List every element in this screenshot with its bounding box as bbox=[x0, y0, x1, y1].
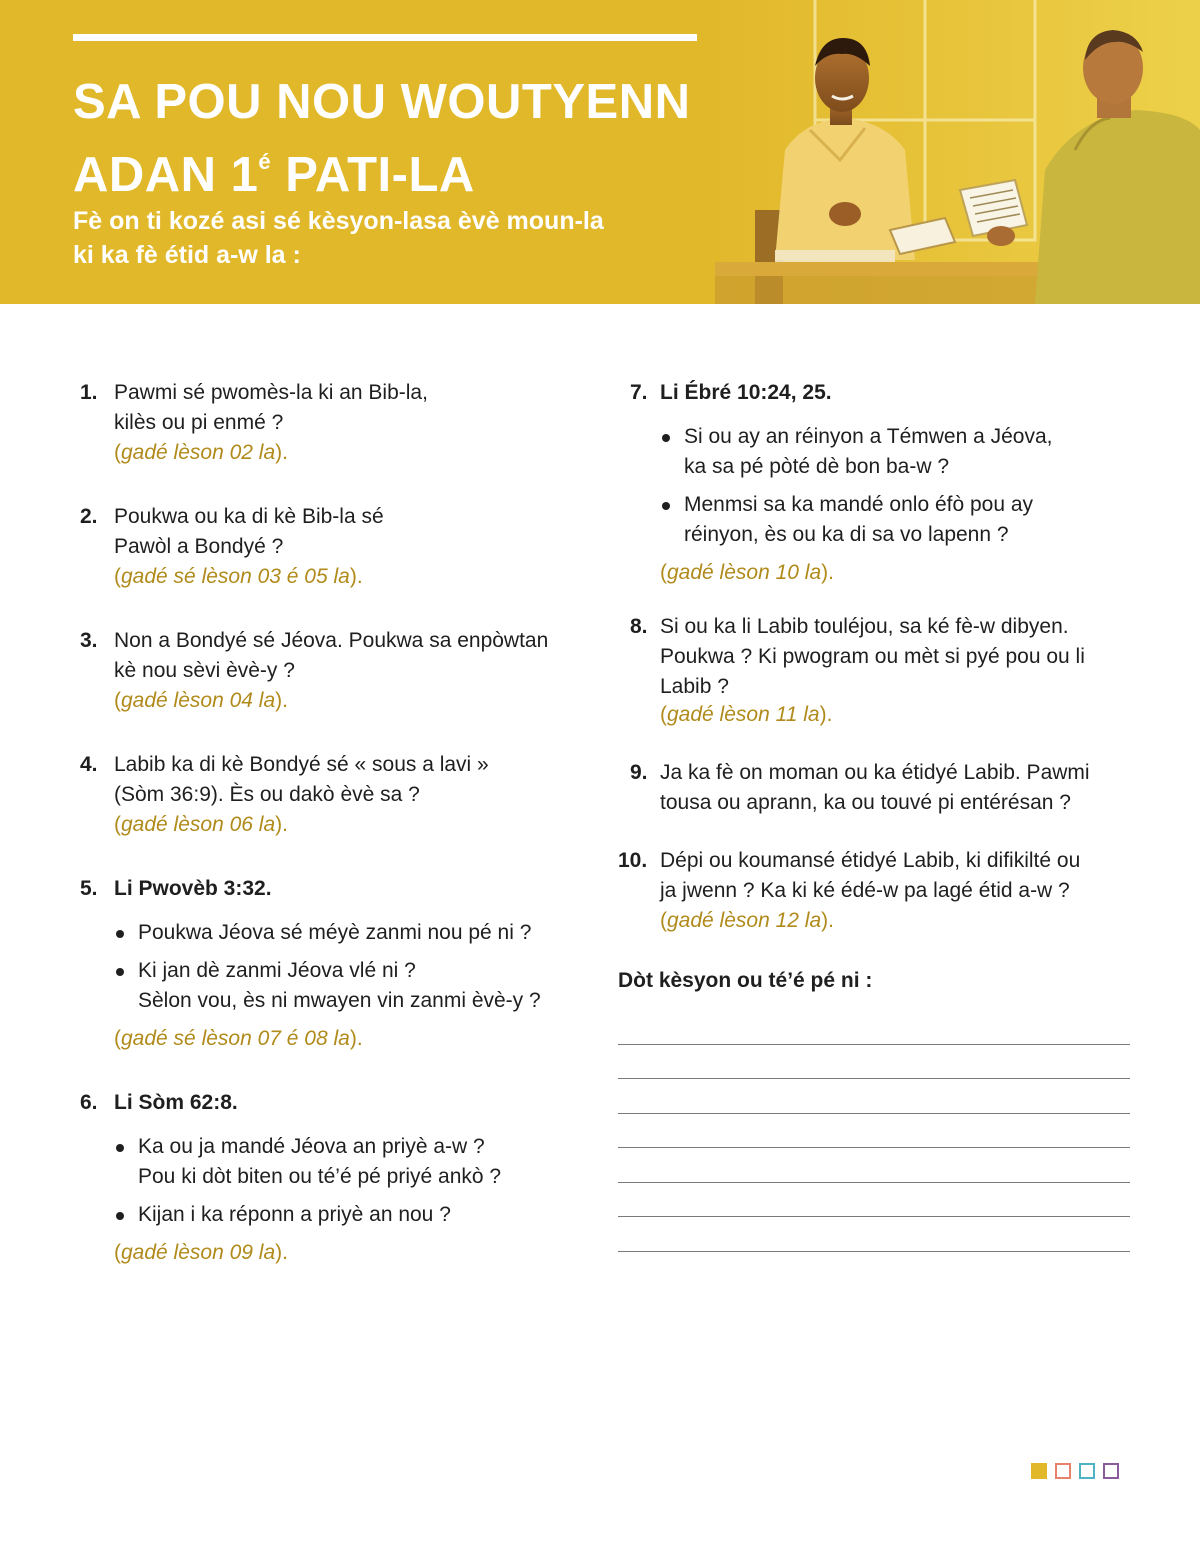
ref-paren: ( bbox=[114, 441, 121, 464]
bullet-list bbox=[660, 422, 1138, 550]
question-1 bbox=[80, 378, 600, 468]
bullet-text: Kijan i ka réponn a priyè an nou ? bbox=[138, 1203, 451, 1226]
ref-text: gadé lèson 06 la bbox=[121, 813, 276, 836]
bullet-list bbox=[114, 1132, 600, 1230]
ref-paren: ( bbox=[660, 561, 667, 584]
lesson-reference bbox=[114, 438, 600, 468]
question-number: 8. bbox=[630, 615, 648, 638]
lesson-reference bbox=[660, 906, 1138, 936]
ref-paren: ). bbox=[275, 689, 288, 712]
ref-paren: ). bbox=[275, 813, 288, 836]
writing-line[interactable] bbox=[618, 1148, 1130, 1183]
bullet-item bbox=[660, 490, 1138, 550]
ref-paren: ). bbox=[349, 1027, 363, 1050]
question-text-line: Labib ? bbox=[660, 675, 729, 698]
question-5 bbox=[80, 874, 600, 1054]
ref-paren: ( bbox=[114, 689, 121, 712]
square-icon-outline bbox=[1079, 1463, 1095, 1479]
writing-line[interactable] bbox=[618, 1045, 1130, 1080]
question-text-line: Poukwa ? Ki pwogram ou mèt si pyé pou ou li bbox=[660, 645, 1085, 668]
question-text-line: Labib ka di kè Bondyé sé « sous a lavi » bbox=[114, 753, 489, 776]
page-title bbox=[73, 72, 690, 205]
writing-line[interactable] bbox=[618, 1079, 1130, 1114]
ref-paren: ). bbox=[821, 909, 834, 932]
subtitle-line-2: ki ka fè étid a-w la : bbox=[73, 241, 301, 269]
writing-line[interactable] bbox=[618, 1183, 1130, 1218]
ref-text: gadé sé lèson 03 é 05 la bbox=[121, 565, 350, 588]
question-text-line: Poukwa ou ka di kè Bib-la sé bbox=[114, 505, 384, 528]
question-text-line: tousa ou aprann, ka ou touvé pi entérésan ? bbox=[660, 791, 1071, 814]
question-8 bbox=[618, 612, 1138, 730]
page-subtitle bbox=[73, 204, 713, 272]
question-text-line: Pawmi sé pwomès-la ki an Bib-la, bbox=[114, 381, 428, 404]
ref-paren: ( bbox=[114, 1027, 121, 1050]
bullet-text: Ki jan dè zanmi Jéova vlé ni ? bbox=[138, 959, 416, 982]
question-text-line: kè nou sèvi èvè-y ? bbox=[114, 659, 295, 682]
ref-paren: ( bbox=[114, 1241, 121, 1264]
ref-text: gadé lèson 10 la bbox=[667, 561, 822, 584]
bullet-text: Sèlon vou, ès ni mwayen vin zanmi èvè-y ? bbox=[138, 989, 541, 1012]
title-superscript: é bbox=[258, 149, 272, 174]
question-10 bbox=[618, 846, 1138, 936]
ref-paren: ( bbox=[660, 703, 667, 726]
ref-paren: ). bbox=[275, 441, 288, 464]
ref-text: gadé lèson 11 la bbox=[667, 703, 820, 726]
question-text-line: Non a Bondyé sé Jéova. Poukwa sa enpòwtan bbox=[114, 629, 549, 652]
scripture-heading: Li Ébré 10:24, 25. bbox=[660, 381, 832, 404]
ref-text: gadé lèson 04 la bbox=[121, 689, 276, 712]
ref-paren: ( bbox=[114, 813, 121, 836]
question-number: 6. bbox=[80, 1091, 98, 1114]
bullet-text: réinyon, ès ou ka di sa vo lapenn ? bbox=[684, 523, 1009, 546]
question-number: 10. bbox=[618, 849, 648, 872]
ref-text: gadé lèson 12 la bbox=[667, 909, 822, 932]
square-icon-filled bbox=[1031, 1463, 1047, 1479]
square-icon-outline bbox=[1103, 1463, 1119, 1479]
notes-section bbox=[618, 966, 1138, 1252]
bullet-item bbox=[114, 956, 600, 1016]
ref-text: gadé lèson 02 la bbox=[121, 441, 276, 464]
bullet-text: Poukwa Jéova sé méyè zanmi nou pé ni ? bbox=[138, 921, 532, 944]
bullet-item bbox=[114, 918, 600, 948]
questions-column-left bbox=[80, 378, 600, 1302]
ref-paren: ( bbox=[660, 909, 667, 932]
lesson-reference bbox=[114, 1024, 600, 1054]
bullet-text: Si ou ay an réinyon a Témwen a Jéova, bbox=[684, 425, 1053, 448]
title-line-1: SA POU NOU WOUTYENN bbox=[73, 75, 691, 129]
bullet-text: Menmsi sa ka mandé onlo éfò pou ay bbox=[684, 493, 1034, 516]
header-banner bbox=[0, 0, 1200, 304]
title-line-2-part-a: ADAN 1 bbox=[73, 148, 259, 202]
question-9 bbox=[618, 758, 1138, 818]
ref-paren: ). bbox=[819, 703, 833, 726]
lesson-reference bbox=[114, 1238, 600, 1268]
bullet-text: Ka ou ja mandé Jéova an priyè a-w ? bbox=[138, 1135, 485, 1158]
question-text-line: ja jwenn ? Ka ki ké édé-w pa lagé étid a-w ? bbox=[660, 879, 1070, 902]
subtitle-line-1: Fè on ti kozé asi sé kèsyon-lasa èvè moun-la bbox=[73, 207, 604, 235]
square-icon-outline bbox=[1055, 1463, 1071, 1479]
title-line-2-part-b: PATI-LA bbox=[271, 148, 475, 202]
ref-paren: ( bbox=[114, 565, 121, 588]
questions-column-right bbox=[618, 378, 1138, 1252]
question-number: 4. bbox=[80, 753, 98, 776]
lesson-reference bbox=[114, 686, 600, 716]
scripture-heading: Li Pwovèb 3:32. bbox=[114, 877, 272, 900]
ref-paren: ). bbox=[821, 561, 834, 584]
question-text-line: Ja ka fè on moman ou ka étidyé Labib. Pawmi bbox=[660, 761, 1090, 784]
bullet-item bbox=[114, 1132, 600, 1192]
question-text-line: Si ou ka li Labib touléjou, sa ké fè-w dibyen. bbox=[660, 615, 1069, 638]
header-rule bbox=[73, 34, 697, 41]
question-4 bbox=[80, 750, 600, 840]
question-text-line: Dépi ou koumansé étidyé Labib, ki difikilté ou bbox=[660, 849, 1081, 872]
question-number: 5. bbox=[80, 877, 98, 900]
question-2 bbox=[80, 502, 600, 592]
writing-line[interactable] bbox=[618, 1114, 1130, 1149]
question-number: 3. bbox=[80, 629, 98, 652]
question-text-line: kilès ou pi enmé ? bbox=[114, 411, 284, 434]
writing-line[interactable] bbox=[618, 1010, 1130, 1045]
ref-paren: ). bbox=[349, 565, 363, 588]
lesson-reference bbox=[114, 562, 600, 592]
scripture-heading: Li Sòm 62:8. bbox=[114, 1091, 238, 1114]
bullet-list bbox=[114, 918, 600, 1016]
writing-lines bbox=[618, 1010, 1130, 1252]
question-number: 1. bbox=[80, 381, 98, 404]
question-6 bbox=[80, 1088, 600, 1268]
question-text-line: (Sòm 36:9). Ès ou dakò èvè sa ? bbox=[114, 783, 420, 806]
notes-title: Dòt kèsyon ou té’é pé ni : bbox=[618, 969, 873, 992]
bullet-text: ka sa pé pòté dè bon ba-w ? bbox=[684, 455, 950, 478]
bullet-text: Pou ki dòt biten ou té’é pé priyé ankò ? bbox=[138, 1165, 502, 1188]
decorative-squares bbox=[1031, 1463, 1119, 1479]
question-number: 9. bbox=[630, 761, 648, 784]
lesson-reference bbox=[660, 700, 1138, 730]
ref-text: gadé lèson 09 la bbox=[121, 1241, 276, 1264]
ref-paren: ). bbox=[275, 1241, 288, 1264]
bullet-item bbox=[660, 422, 1138, 482]
lesson-reference bbox=[114, 810, 600, 840]
lesson-reference bbox=[660, 558, 1138, 588]
question-7 bbox=[618, 378, 1138, 588]
question-number: 7. bbox=[630, 381, 648, 404]
bible-study-illustration bbox=[715, 0, 1200, 304]
bullet-item bbox=[114, 1200, 600, 1230]
question-3 bbox=[80, 626, 600, 716]
writing-line[interactable] bbox=[618, 1217, 1130, 1252]
question-number: 2. bbox=[80, 505, 98, 528]
ref-text: gadé sé lèson 07 é 08 la bbox=[121, 1027, 350, 1050]
question-text-line: Pawòl a Bondyé ? bbox=[114, 535, 284, 558]
